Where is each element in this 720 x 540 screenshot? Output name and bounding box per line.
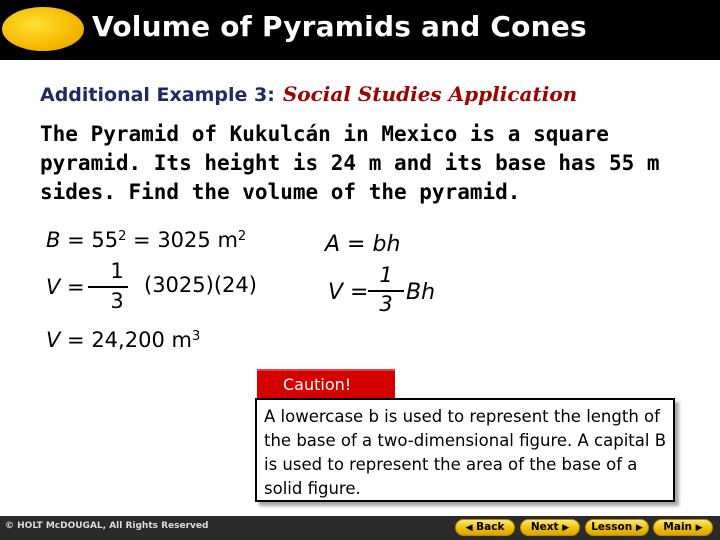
formula-Bh: Bh [406,280,436,305]
equals: = [340,232,373,257]
unit-exponent: 3 [191,329,201,344]
exponent: 2 [118,229,127,244]
page-title: Volume of Pyramids and Cones [92,10,587,43]
var-B: B [46,228,61,252]
fraction-denominator: 3 [110,289,124,313]
work-line-volume-label [46,275,85,299]
problem-statement: The Pyramid of Kukulcán in Mexico is a square pyramid. Its height is 24 m and its base has 55 m sides. Find the volume of the pyramid. [40,122,660,204]
formula-volume-label [328,280,369,305]
area-result: = 3025 m [126,228,238,252]
eq-55: = 55 [60,228,119,252]
var-V: V [46,275,61,299]
title-bar [0,0,720,60]
example-label: Additional Example 3: [40,84,275,106]
var-bh: bh [372,232,401,257]
work-line-volume-result [46,328,200,352]
formula-numerator: 1 [379,263,393,287]
back-arrow-icon: ◀ [465,523,473,533]
main-label: Main [663,521,693,533]
copyright-text: © HOLT McDOUGAL, All Rights Reserved [5,521,209,531]
main-button[interactable] [653,519,713,536]
volume-result: = 24,200 m [60,328,192,352]
application-label: Social Studies Application [282,82,578,106]
next-label: Next [530,521,559,533]
footer-bar [0,516,720,540]
lesson-button[interactable] [585,519,649,536]
equals: = [60,275,85,299]
work-line-volume-product: (3025)(24) [144,273,257,297]
formula-area [325,232,400,257]
lesson-arrow-icon: ▶ [635,523,643,533]
back-button[interactable] [455,519,515,536]
fraction-numerator: 1 [110,259,124,283]
lesson-label: Lesson [591,521,633,533]
var-V: V [328,280,344,305]
next-button[interactable] [520,519,580,536]
example-heading [40,82,577,106]
next-arrow-icon: ▶ [562,523,570,533]
back-label: Back [476,521,505,533]
decorative-oval [2,7,84,51]
caution-tab: Caution! [257,369,395,399]
unit-exponent: 2 [237,229,247,244]
var-V: V [46,328,61,352]
fraction-bar [88,286,128,288]
equals: = [343,280,369,305]
caution-note: A lowercase b is used to represent the length of the base of a two-dimensional figure. A capital B is used to represent the area of the base of a solid figure. [255,398,675,502]
main-arrow-icon: ▶ [695,523,703,533]
work-line-base-area [46,228,246,252]
formula-denominator: 3 [379,292,393,316]
var-A: A [325,232,341,257]
